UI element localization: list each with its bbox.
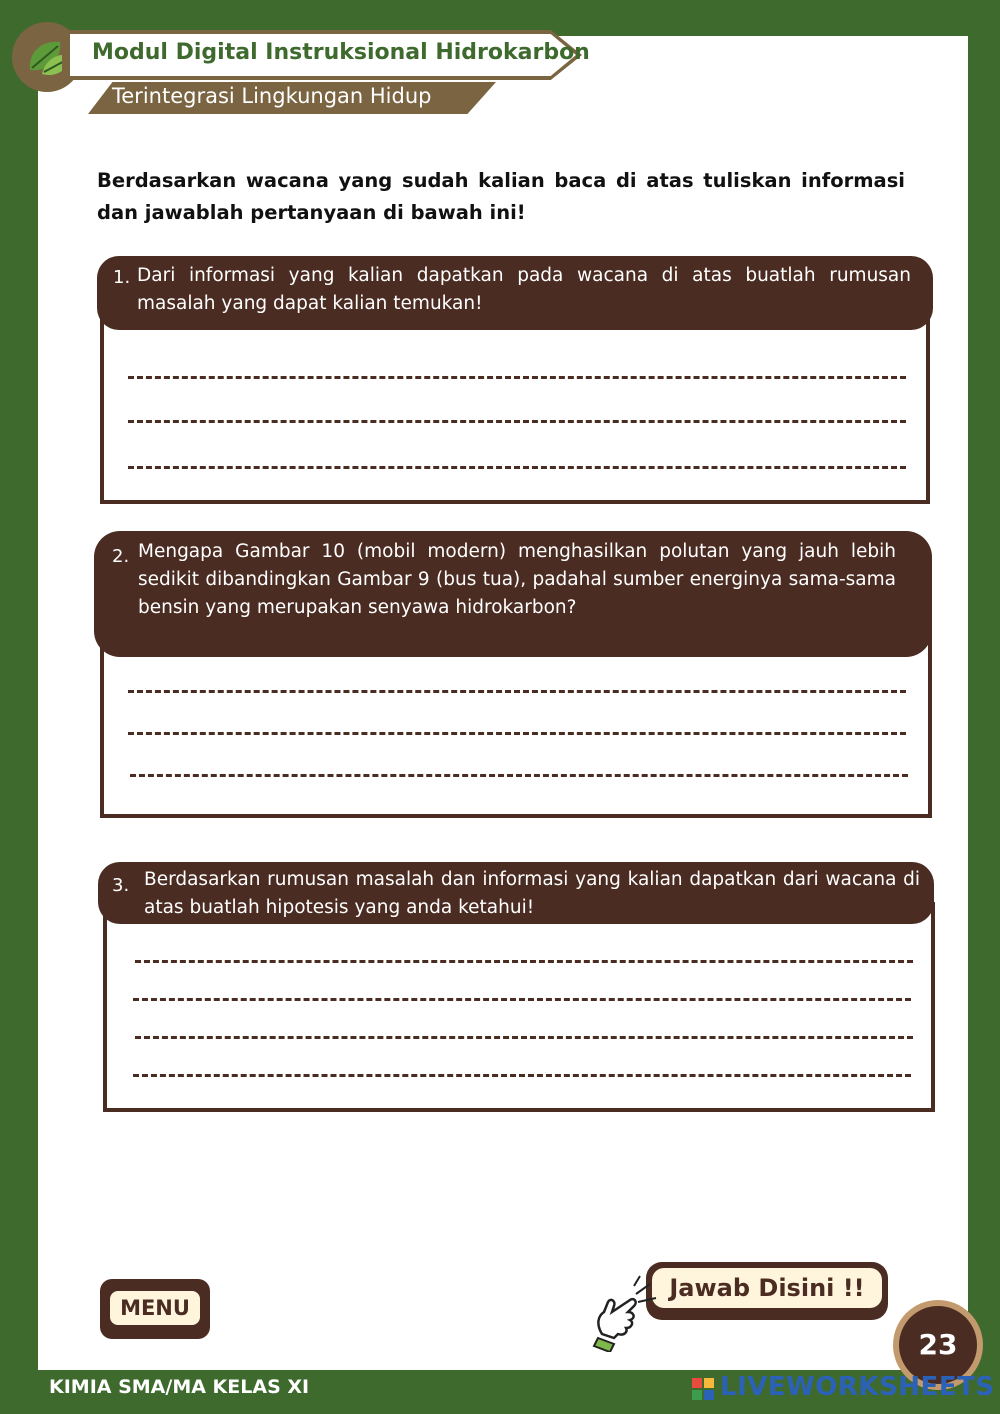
answer-line[interactable] — [135, 1036, 913, 1039]
answer-line[interactable] — [135, 960, 913, 963]
menu-button[interactable] — [100, 1279, 210, 1339]
menu-button-label: MENU — [110, 1291, 200, 1325]
question-text: Berdasarkan rumusan masalah dan informasi yang kalian dapatkan dari wacana di atas buatlah hipotesis yang anda ketahui! — [144, 869, 920, 918]
answer-line[interactable] — [133, 1074, 911, 1077]
answer-line[interactable] — [133, 998, 911, 1001]
question-text: Mengapa Gambar 10 (mobil modern) menghasilkan polutan yang jauh lebih sedikit dibandingkan Gambar 9 (bus tua), padahal sumber energinya sama-sama bensin yang merupakan senyawa hidrokarbon? — [138, 541, 896, 618]
answer-box-3[interactable] — [103, 902, 935, 1112]
module-title: Modul Digital Instruksional Hidrokarbon — [92, 40, 590, 65]
question-text: Dari informasi yang kalian dapatkan pada wacana di atas buatlah rumusan masalah yang dapat kalian temukan! — [137, 265, 911, 314]
question-3-bar — [98, 862, 934, 924]
question-number: 2. — [112, 546, 130, 567]
footer-subject: KIMIA SMA/MA KELAS XI — [49, 1376, 310, 1398]
question-2-bar — [94, 531, 932, 657]
question-1-bar — [97, 256, 933, 330]
question-number: 1. — [113, 267, 131, 288]
answer-line[interactable] — [128, 732, 906, 735]
answer-here-button[interactable] — [646, 1262, 888, 1320]
instruction-text: Berdasarkan wacana yang sudah kalian baca di atas tuliskan informasi dan jawablah pertanyaan di bawah ini! — [97, 169, 905, 224]
module-subtitle: Terintegrasi Lingkungan Hidup — [112, 84, 432, 108]
liveworksheets-logo-icon — [692, 1378, 716, 1400]
answer-here-label: Jawab Disini !! — [652, 1268, 882, 1308]
page-number: 23 — [899, 1306, 977, 1384]
pointing-hand-icon — [590, 1272, 660, 1352]
answer-line[interactable] — [128, 690, 906, 693]
answer-line[interactable] — [128, 376, 906, 379]
answer-line[interactable] — [128, 420, 906, 423]
answer-line[interactable] — [130, 774, 908, 777]
footer-brand: LIVEWORKSHEETS — [720, 1372, 995, 1402]
answer-line[interactable] — [128, 466, 906, 469]
question-number: 3. — [112, 875, 130, 896]
